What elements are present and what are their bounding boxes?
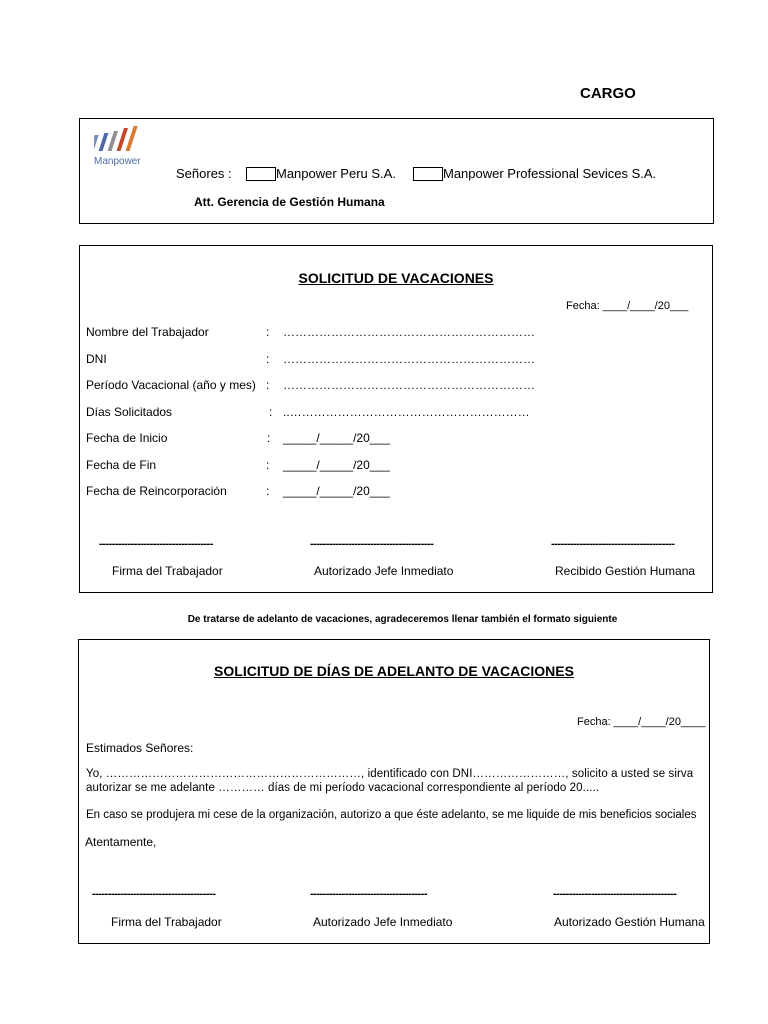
field-label: Nombre del Trabajador bbox=[86, 325, 209, 339]
closing: Atentamente, bbox=[85, 835, 157, 849]
signature-line-hr[interactable]: --------------------------------------- bbox=[553, 888, 677, 900]
vacation-request-form bbox=[79, 245, 713, 593]
manpower-logo-icon bbox=[94, 125, 144, 153]
field-label: Fecha de Fin bbox=[86, 458, 157, 472]
senores-label: Señores : bbox=[176, 166, 232, 181]
field-colon: : bbox=[266, 458, 270, 472]
option-manpower-peru: Manpower Peru S.A. bbox=[276, 166, 396, 181]
company-box bbox=[79, 118, 714, 224]
field-label: Período Vacacional (año y mes) bbox=[86, 378, 256, 392]
advance-note: De tratarse de adelanto de vacaciones, agradeceremos llenar también el formato siguiente bbox=[187, 614, 618, 625]
field-colon: : bbox=[266, 352, 270, 366]
signature-line-supervisor[interactable]: --------------------------------------- bbox=[310, 538, 434, 550]
field-value[interactable]: ……………………………………………………… bbox=[283, 378, 535, 392]
form2-date[interactable]: Fecha: ____/____/20____ bbox=[577, 716, 706, 728]
field-value[interactable]: ……………………………………………………… bbox=[283, 352, 535, 366]
form2-title: SOLICITUD DE DÍAS DE ADELANTO DE VACACIONES bbox=[214, 663, 574, 679]
att-label: Att. Gerencia de Gestión Humana bbox=[194, 195, 385, 209]
signature-label-worker: Firma del Trabajador bbox=[111, 915, 222, 929]
greeting: Estimados Señores: bbox=[86, 741, 194, 755]
field-value[interactable]: _____/_____/20___ bbox=[283, 431, 390, 445]
field-colon: : bbox=[267, 431, 271, 445]
checkbox-manpower-professional[interactable] bbox=[413, 167, 443, 181]
signature-label-hr: Recibido Gestión Humana bbox=[555, 564, 696, 578]
signature-label-supervisor: Autorizado Jefe Inmediato bbox=[313, 915, 453, 929]
field-value[interactable]: _____/_____/20___ bbox=[283, 484, 390, 498]
request-body-line1[interactable]: Yo, …………………………………………………………, identificado con DNI……………………, solicito a usted se sirva bbox=[86, 768, 694, 780]
field-colon: : bbox=[266, 325, 270, 339]
signature-line-supervisor[interactable]: ------------------------------------- bbox=[310, 888, 428, 900]
termination-clause: En caso se produjera mi cese de la organización, autorizo a que éste adelanto, se me liquide de mis beneficios sociales bbox=[86, 809, 697, 821]
field-label: Días Solicitados bbox=[86, 405, 173, 419]
request-body-line2[interactable]: autorizar se me adelante ………… días de mi período vacacional correspondiente al período 20..... bbox=[86, 782, 600, 794]
signature-label-supervisor: Autorizado Jefe Inmediato bbox=[314, 564, 454, 578]
advance-vacation-form bbox=[78, 639, 710, 944]
manpower-logo bbox=[94, 125, 150, 169]
field-colon: : bbox=[266, 484, 270, 498]
manpower-logo-text: Manpower bbox=[94, 156, 141, 167]
signature-line-worker[interactable]: --------------------------------------- bbox=[92, 888, 216, 900]
field-colon: : bbox=[269, 405, 273, 419]
option-manpower-professional: Manpower Professional Sevices S.A. bbox=[443, 166, 657, 181]
cargo-label: CARGO bbox=[580, 85, 636, 102]
field-label: DNI bbox=[86, 352, 107, 366]
signature-line-worker[interactable]: ------------------------------------ bbox=[99, 538, 213, 550]
form1-title: SOLICITUD DE VACACIONES bbox=[298, 270, 494, 286]
field-label: Fecha de Reincorporación bbox=[86, 484, 227, 498]
field-value[interactable]: ..…………………………………………………… bbox=[283, 405, 530, 419]
signature-line-hr[interactable]: --------------------------------------- bbox=[551, 538, 675, 550]
signature-label-hr: Autorizado Gestión Humana bbox=[554, 915, 705, 929]
checkbox-manpower-peru[interactable] bbox=[246, 167, 276, 181]
field-colon: : bbox=[266, 378, 270, 392]
field-value[interactable]: ……………………………………………………… bbox=[283, 325, 535, 339]
field-label: Fecha de Inicio bbox=[86, 431, 168, 445]
signature-label-worker: Firma del Trabajador bbox=[112, 564, 223, 578]
form1-date[interactable]: Fecha: ____/____/20___ bbox=[566, 300, 689, 312]
field-value[interactable]: _____/_____/20___ bbox=[283, 458, 390, 472]
